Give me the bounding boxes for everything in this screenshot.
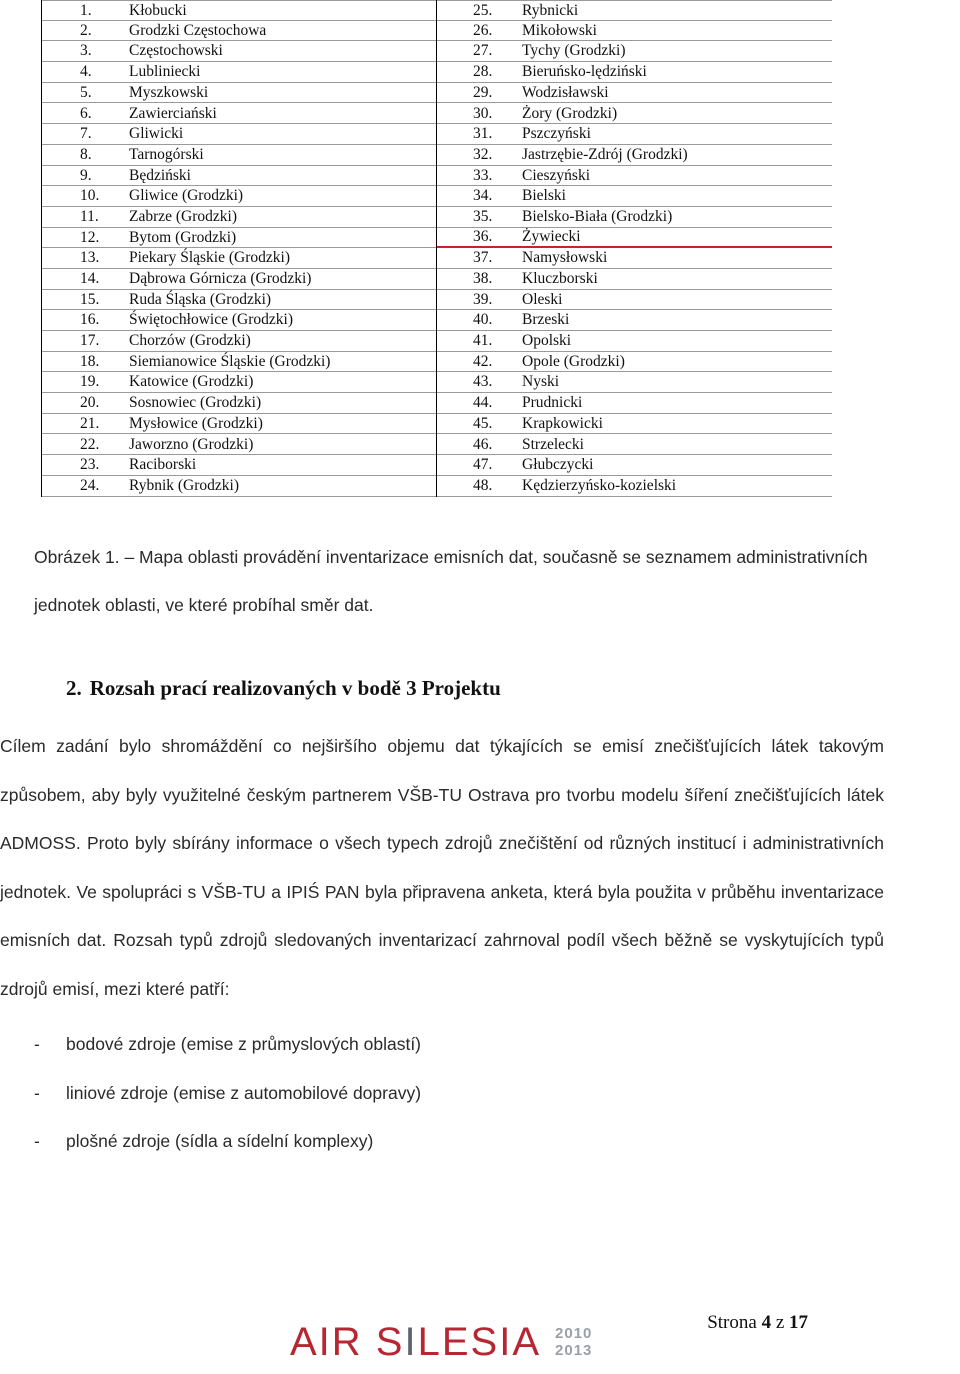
table-row	[437, 434, 832, 455]
year-start: 2010	[555, 1325, 593, 1342]
table-row	[42, 372, 437, 393]
table-row	[42, 186, 437, 207]
district-number: 47.	[473, 456, 493, 474]
table-row	[437, 41, 832, 62]
table-row	[437, 83, 832, 104]
district-number: 15.	[80, 290, 100, 308]
district-name: Rybnicki	[522, 1, 579, 19]
district-name: Prudnicki	[522, 394, 583, 412]
district-name: Kłobucki	[129, 1, 187, 19]
district-name: Żory (Grodzki)	[522, 104, 618, 122]
table-row	[437, 393, 832, 414]
district-number: 24.	[80, 476, 100, 494]
district-number: 19.	[80, 373, 100, 391]
district-table-left	[41, 0, 437, 497]
year-end: 2013	[555, 1342, 593, 1359]
district-name: Grodzki Częstochowa	[129, 21, 267, 39]
district-number: 18.	[80, 352, 100, 370]
district-number: 9.	[80, 166, 92, 184]
district-number: 2.	[80, 21, 92, 39]
district-name: Częstochowski	[129, 42, 223, 60]
table-row	[437, 62, 832, 83]
district-number: 7.	[80, 125, 92, 143]
list-dash: -	[34, 1131, 40, 1151]
district-name: Bytom (Grodzki)	[129, 228, 237, 246]
table-row	[42, 0, 437, 21]
district-number: 40.	[473, 311, 493, 329]
table-row	[437, 124, 832, 145]
district-name: Bielsko-Biała (Grodzki)	[522, 207, 673, 225]
table-row	[437, 455, 832, 476]
district-name: Zawierciański	[129, 104, 217, 122]
district-name: Chorzów (Grodzki)	[129, 332, 251, 350]
district-name: Nyski	[522, 373, 560, 391]
district-name: Cieszyński	[522, 166, 591, 184]
list-item	[34, 1069, 421, 1118]
district-number: 14.	[80, 270, 100, 288]
district-number: 34.	[473, 187, 493, 205]
district-number: 25.	[473, 1, 493, 19]
district-number: 8.	[80, 145, 92, 163]
district-name: Bieruńsko-lędziński	[522, 63, 647, 81]
list-item-text: bodové zdroje (emise z průmyslových oblastí)	[66, 1034, 422, 1054]
district-number: 21.	[80, 414, 100, 432]
section-heading	[66, 676, 501, 701]
list-item-text: liniové zdroje (emise z automobilové dopravy)	[66, 1082, 422, 1103]
district-number: 38.	[473, 270, 493, 288]
district-name: Kędzierzyńsko-kozielski	[522, 476, 677, 494]
table-row	[42, 145, 437, 166]
district-number: 27.	[473, 42, 493, 60]
list-item	[34, 1117, 421, 1166]
district-number: 46.	[473, 435, 493, 453]
district-name: Jaworzno (Grodzki)	[129, 435, 254, 453]
table-row	[437, 414, 832, 435]
district-number: 36.	[473, 228, 493, 246]
district-number: 13.	[80, 249, 100, 267]
list-dash: -	[34, 1034, 40, 1054]
table-row	[42, 124, 437, 145]
district-name: Zabrze (Grodzki)	[129, 207, 238, 225]
table-row	[437, 372, 832, 393]
district-number: 17.	[80, 332, 100, 350]
table-row	[437, 21, 832, 42]
table-row	[42, 248, 437, 269]
district-number: 31.	[473, 125, 493, 143]
district-name: Krapkowicki	[522, 414, 603, 432]
district-name: Opole (Grodzki)	[522, 352, 625, 370]
district-number: 22.	[80, 435, 100, 453]
page-current: 4	[761, 1312, 772, 1333]
table-row	[42, 310, 437, 331]
district-name: Kluczborski	[522, 270, 598, 288]
district-number: 10.	[80, 187, 100, 205]
district-number: 23.	[80, 456, 100, 474]
table-row	[42, 352, 437, 373]
table-row	[42, 103, 437, 124]
table-row	[437, 331, 832, 352]
list-item-text: plošné zdroje (sídla a sídelní komplexy)	[66, 1131, 374, 1151]
district-name: Strzelecki	[522, 435, 584, 453]
district-name: Namysłowski	[522, 249, 608, 267]
district-name: Mikołowski	[522, 21, 597, 39]
district-name: Bielski	[522, 187, 566, 205]
district-name: Mysłowice (Grodzki)	[129, 414, 263, 432]
district-name: Tarnogórski	[129, 145, 204, 163]
page-number	[707, 1312, 808, 1334]
section-title: Rozsah prací realizovaných v bodě 3 Projektu	[89, 676, 501, 700]
district-number: 39.	[473, 290, 493, 308]
district-name: Opolski	[522, 332, 572, 350]
district-name: Jastrzębie-Zdrój (Grodzki)	[522, 145, 688, 163]
district-number: 30.	[473, 104, 493, 122]
district-number: 42.	[473, 352, 493, 370]
district-number: 1.	[80, 1, 92, 19]
district-number: 43.	[473, 373, 493, 391]
district-number: 33.	[473, 166, 493, 184]
district-name: Oleski	[522, 290, 563, 308]
page-separator: z	[775, 1312, 785, 1333]
list-item	[34, 1020, 421, 1069]
district-name: Brzeski	[522, 311, 570, 329]
table-row	[42, 414, 437, 435]
table-row	[42, 434, 437, 455]
table-row	[42, 83, 437, 104]
table-row	[42, 476, 437, 497]
page-prefix: Strona	[707, 1312, 757, 1333]
table-row	[42, 393, 437, 414]
district-name: Gliwice (Grodzki)	[129, 187, 244, 205]
table-row	[42, 331, 437, 352]
district-name: Świętochłowice (Grodzki)	[129, 311, 293, 329]
table-row	[42, 166, 437, 187]
district-number: 20.	[80, 394, 100, 412]
district-number: 5.	[80, 83, 92, 101]
district-number: 44.	[473, 394, 493, 412]
table-row	[437, 145, 832, 166]
logo-air: AIR S	[290, 1320, 405, 1364]
section-number: 2.	[66, 676, 82, 700]
district-name: Głubczycki	[522, 456, 594, 474]
logo-i: I	[404, 1320, 418, 1364]
district-number: 11.	[80, 207, 99, 225]
district-name: Tychy (Grodzki)	[522, 42, 626, 60]
table-row	[42, 290, 437, 311]
list-dash: -	[34, 1082, 40, 1103]
district-name: Rybnik (Grodzki)	[129, 476, 240, 494]
district-name: Dąbrowa Górnicza (Grodzki)	[129, 270, 312, 288]
district-number: 12.	[80, 228, 100, 246]
district-table-right	[436, 0, 832, 497]
district-number: 41.	[473, 332, 493, 350]
district-name: Będziński	[129, 166, 191, 184]
table-row	[437, 166, 832, 187]
table-row	[42, 21, 437, 42]
district-name: Myszkowski	[129, 83, 209, 101]
table-row	[437, 207, 832, 228]
district-number: 35.	[473, 207, 493, 225]
district-name: Piekary Śląskie (Grodzki)	[129, 249, 290, 267]
district-number: 48.	[473, 476, 493, 494]
logo-wordmark	[290, 1322, 541, 1362]
district-name: Pszczyński	[522, 125, 591, 143]
district-number: 28.	[473, 63, 493, 81]
district-number: 32.	[473, 145, 493, 163]
table-row	[437, 352, 832, 373]
table-row	[437, 186, 832, 207]
district-number: 29.	[473, 83, 493, 101]
table-row	[42, 269, 437, 290]
district-name: Gliwicki	[129, 125, 184, 143]
table-row	[42, 41, 437, 62]
district-name: Wodzisławski	[522, 83, 609, 101]
district-name: Raciborski	[129, 456, 197, 474]
table-row	[42, 207, 437, 228]
table-row	[42, 228, 437, 249]
district-number: 16.	[80, 311, 100, 329]
table-row	[437, 248, 832, 269]
district-number: 3.	[80, 42, 92, 60]
district-name: Lubliniecki	[129, 63, 201, 81]
table-row	[437, 290, 832, 311]
table-row	[42, 62, 437, 83]
table-row	[437, 269, 832, 290]
district-number: 4.	[80, 63, 92, 81]
table-row	[437, 228, 832, 249]
figure-caption: Obrázek 1. – Mapa oblasti provádění inventarizace emisních dat, současně se seznamem administrativních jednotek oblasti, ve které probíhal směr dat.	[34, 547, 868, 615]
district-name: Siemianowice Śląskie (Grodzki)	[129, 352, 331, 370]
district-name: Żywiecki	[522, 228, 581, 246]
district-name: Katowice (Grodzki)	[129, 373, 254, 391]
district-number: 37.	[473, 249, 493, 267]
district-number: 26.	[473, 21, 493, 39]
logo-lesia: LESIA	[417, 1320, 542, 1364]
page-total: 17	[789, 1312, 808, 1333]
district-name: Sosnowiec (Grodzki)	[129, 394, 262, 412]
logo-years	[555, 1325, 592, 1359]
district-name: Ruda Śląska (Grodzki)	[129, 290, 272, 308]
table-row	[437, 103, 832, 124]
table-row	[437, 0, 832, 21]
table-row	[437, 310, 832, 331]
district-number: 45.	[473, 414, 493, 432]
table-row	[437, 476, 832, 497]
table-row	[42, 455, 437, 476]
body-paragraph: Cílem zadání bylo shromáždění co nejširšího objemu dat týkajících se emisí znečišťujících látek takovým způsobem, aby byly využitelné českým partnerem VŠB-TU Ostrava pro tvorbu modelu šíření znečišťujících látek ADMOSS. Proto byly sbírány informace o všech typech zdrojů znečištění od různých institucí i administrativních jednotek. Ve spolupráci s VŠB-TU a IPIŚ PAN byla připravena anketa, která byla použita v průběhu inventarizace emisních dat. Rozsah typů zdrojů sledovaných inventarizací zahrnoval podíl všech běžně se vyskytujících typů zdrojů emisí, mezi které patří:	[0, 736, 884, 999]
source-types-list	[34, 1020, 421, 1166]
district-number: 6.	[80, 104, 92, 122]
air-silesia-logo	[290, 1322, 592, 1362]
